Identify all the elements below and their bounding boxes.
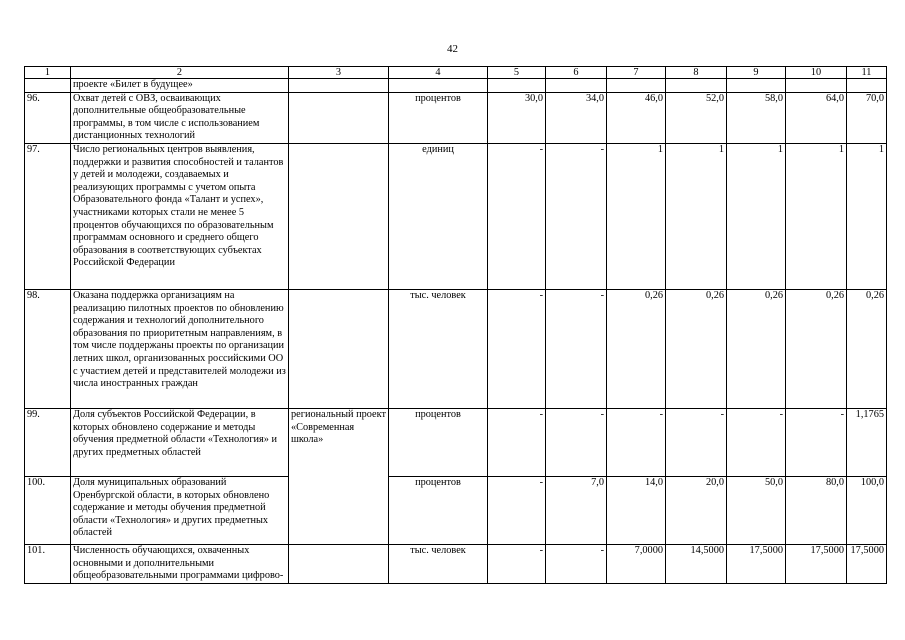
value-cell: 17,5000 — [847, 544, 887, 583]
value-cell: 1 — [666, 143, 727, 289]
value-cell: - — [546, 143, 607, 289]
indicator-name: Оказана поддержка организациям на реализацию пилотных проектов по обновлению содержания и технологий дополнительного образования по приоритетным направлениям, в том числе поддержаны проекты по организации летних школ, организованных российскими ОО с участием детей и представителей молодежи из числа иностранных граждан — [71, 289, 289, 408]
value-cell: 34,0 — [546, 92, 607, 143]
value-cell: 7,0 — [546, 476, 607, 544]
value-cell: 14,5000 — [666, 544, 727, 583]
project-cell: региональный проект «Современная школа» — [289, 408, 389, 544]
value-cell: 0,26 — [607, 289, 666, 408]
value-cell: 1 — [786, 143, 847, 289]
value-cell: 30,0 — [488, 92, 546, 143]
table-row — [25, 544, 887, 583]
value-cell: - — [546, 408, 607, 476]
value-cell: - — [546, 544, 607, 583]
column-header: 5 — [488, 67, 546, 79]
table-row — [25, 289, 887, 408]
value-cell: 1,1765 — [847, 408, 887, 476]
column-header: 1 — [25, 67, 71, 79]
unit-cell: процентов — [389, 476, 488, 544]
column-header: 8 — [666, 67, 727, 79]
row-number: 96. — [25, 92, 71, 143]
table-row — [25, 476, 887, 544]
value-cell: - — [666, 408, 727, 476]
value-cell: 100,0 — [847, 476, 887, 544]
value-cell: - — [488, 544, 546, 583]
table-row — [25, 408, 887, 476]
indicator-name: Доля субъектов Российской Федерации, в которых обновлено содержание и методы обучения предметной области «Технология» и других предметных областей — [71, 408, 289, 476]
column-header: 10 — [786, 67, 847, 79]
value-cell: 46,0 — [607, 92, 666, 143]
column-header: 3 — [289, 67, 389, 79]
project-cell — [289, 92, 389, 143]
row-number: 98. — [25, 289, 71, 408]
value-cell: 0,26 — [666, 289, 727, 408]
unit-cell: процентов — [389, 92, 488, 143]
value-cell: 17,5000 — [786, 544, 847, 583]
column-header: 4 — [389, 67, 488, 79]
value-cell: 14,0 — [607, 476, 666, 544]
unit-cell: единиц — [389, 143, 488, 289]
column-header: 7 — [607, 67, 666, 79]
project-cell — [289, 544, 389, 583]
value-cell: - — [727, 408, 786, 476]
value-cell: - — [488, 476, 546, 544]
value-cell: 7,0000 — [607, 544, 666, 583]
value-cell: 64,0 — [786, 92, 847, 143]
value-cell: - — [488, 143, 546, 289]
continuation-row — [25, 79, 887, 93]
project-cell — [289, 289, 389, 408]
value-cell: 0,26 — [727, 289, 786, 408]
value-cell: 52,0 — [666, 92, 727, 143]
table-row — [25, 143, 887, 289]
value-cell: 80,0 — [786, 476, 847, 544]
value-cell: - — [488, 408, 546, 476]
value-cell: 17,5000 — [727, 544, 786, 583]
unit-cell: тыс. человек — [389, 289, 488, 408]
header-row — [25, 67, 887, 79]
value-cell: 1 — [607, 143, 666, 289]
row-number: 97. — [25, 143, 71, 289]
indicator-name: Охват детей с ОВЗ, осваивающих дополнительные общеобразовательные программы, в том числе с использованием дистанционных технологий — [71, 92, 289, 143]
unit-cell: тыс. человек — [389, 544, 488, 583]
value-cell: 70,0 — [847, 92, 887, 143]
value-cell: - — [488, 289, 546, 408]
indicators-table — [24, 66, 887, 584]
column-header: 2 — [71, 67, 289, 79]
row-number: 101. — [25, 544, 71, 583]
value-cell: 1 — [847, 143, 887, 289]
project-cell — [289, 143, 389, 289]
value-cell: 58,0 — [727, 92, 786, 143]
value-cell: 1 — [727, 143, 786, 289]
column-header: 9 — [727, 67, 786, 79]
value-cell: 50,0 — [727, 476, 786, 544]
value-cell: - — [546, 289, 607, 408]
row-number: 99. — [25, 408, 71, 476]
page-number: 42 — [447, 43, 458, 55]
indicator-name: Доля муниципальных образований Оренбургской области, в которых обновлено содержание и методы обучения предметной области «Технология» и других предметных областей — [71, 476, 289, 544]
value-cell: 0,26 — [786, 289, 847, 408]
row-number: 100. — [25, 476, 71, 544]
column-header: 11 — [847, 67, 887, 79]
continuation-text: проекте «Билет в будущее» — [71, 79, 289, 93]
value-cell: - — [786, 408, 847, 476]
value-cell: 0,26 — [847, 289, 887, 408]
unit-cell: процентов — [389, 408, 488, 476]
value-cell: 20,0 — [666, 476, 727, 544]
value-cell: - — [607, 408, 666, 476]
indicator-name: Число региональных центров выявления, поддержки и развития способностей и талантов у детей и молодежи, создаваемых и реализующих программы с учетом опыта Образовательного фонда «Талант и успех», участниками которых стали не менее 5 процентов обучающихся по образовательным программам основного и среднего общего образования в соответствующих субъектах Российской Федерации — [71, 143, 289, 289]
column-header: 6 — [546, 67, 607, 79]
table-row — [25, 92, 887, 143]
indicator-name: Численность обучающихся, охваченных основными и дополнительными общеобразовательными программами цифрово- — [71, 544, 289, 583]
